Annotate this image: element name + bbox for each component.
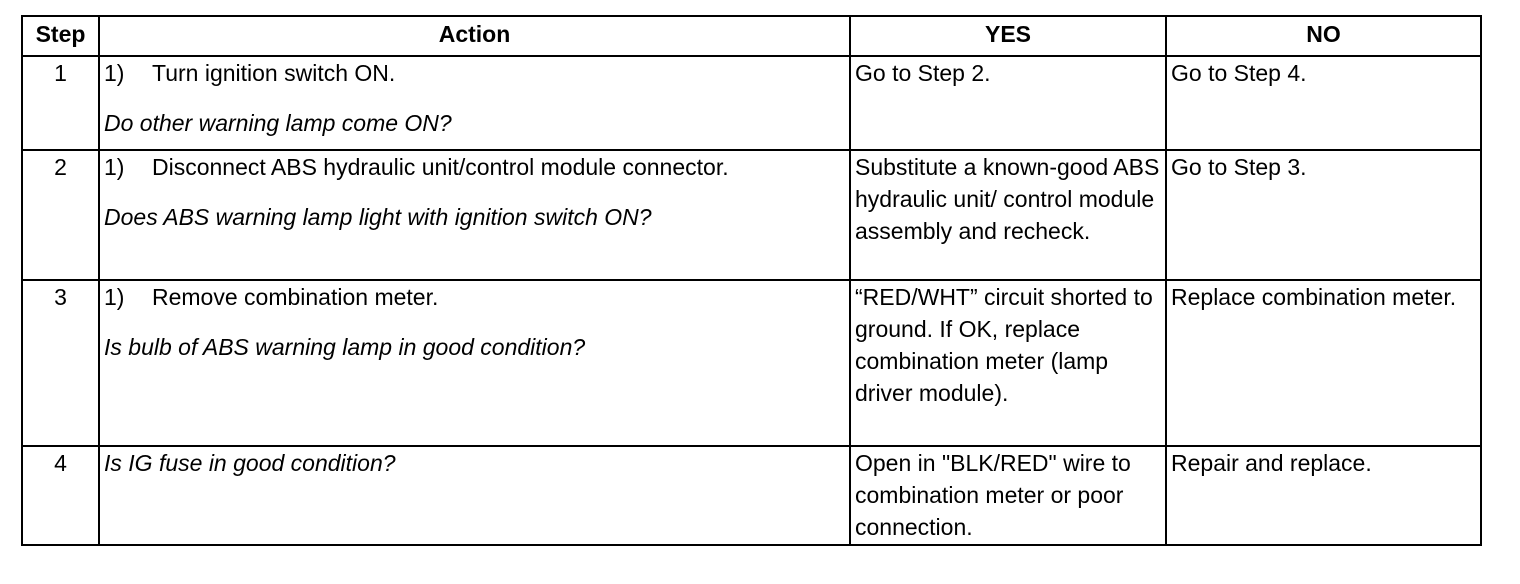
step-number: 2 bbox=[22, 150, 99, 280]
no-cell: Go to Step 3. bbox=[1166, 150, 1481, 280]
yes-cell: Go to Step 2. bbox=[850, 56, 1166, 150]
action-text: Remove combination meter. bbox=[152, 284, 439, 310]
table-row bbox=[22, 280, 1481, 446]
action-text: Disconnect ABS hydraulic unit/control module connector. bbox=[152, 154, 729, 180]
action-item bbox=[104, 281, 845, 313]
step-number: 4 bbox=[22, 446, 99, 545]
action-cell bbox=[99, 446, 850, 545]
action-number: 1) bbox=[104, 60, 125, 86]
action-cell bbox=[99, 280, 850, 446]
header-row bbox=[22, 16, 1481, 56]
no-cell: Go to Step 4. bbox=[1166, 56, 1481, 150]
question-text: Does ABS warning lamp light with ignition switch ON? bbox=[104, 204, 652, 230]
action-number: 1) bbox=[104, 284, 125, 310]
step-number: 1 bbox=[22, 56, 99, 150]
action-cell bbox=[99, 150, 850, 280]
question-text: Is bulb of ABS warning lamp in good condition? bbox=[104, 334, 586, 360]
yes-cell: Substitute a known-good ABS hydraulic unit/ control module assembly and recheck. bbox=[850, 150, 1166, 280]
table-row bbox=[22, 150, 1481, 280]
step-number: 3 bbox=[22, 280, 99, 446]
action-text: Turn ignition switch ON. bbox=[152, 60, 396, 86]
header-action: Action bbox=[99, 16, 850, 56]
header-step: Step bbox=[22, 16, 99, 56]
action-item bbox=[104, 57, 845, 89]
table-row bbox=[22, 446, 1481, 545]
yes-cell: Open in "BLK/RED" wire to combination meter or poor connection. bbox=[850, 446, 1166, 545]
action-item bbox=[104, 151, 845, 183]
action-number: 1) bbox=[104, 154, 125, 180]
action-cell bbox=[99, 56, 850, 150]
yes-cell: “RED/WHT” circuit shorted to ground. If OK, replace combination meter (lamp driver module). bbox=[850, 280, 1166, 446]
table-row bbox=[22, 56, 1481, 150]
no-cell: Repair and replace. bbox=[1166, 446, 1481, 545]
header-yes: YES bbox=[850, 16, 1166, 56]
question-text: Do other warning lamp come ON? bbox=[104, 110, 452, 136]
question-text: Is IG fuse in good condition? bbox=[104, 450, 396, 476]
no-cell: Replace combination meter. bbox=[1166, 280, 1481, 446]
header-no: NO bbox=[1166, 16, 1481, 56]
diagnostic-table bbox=[21, 15, 1482, 546]
